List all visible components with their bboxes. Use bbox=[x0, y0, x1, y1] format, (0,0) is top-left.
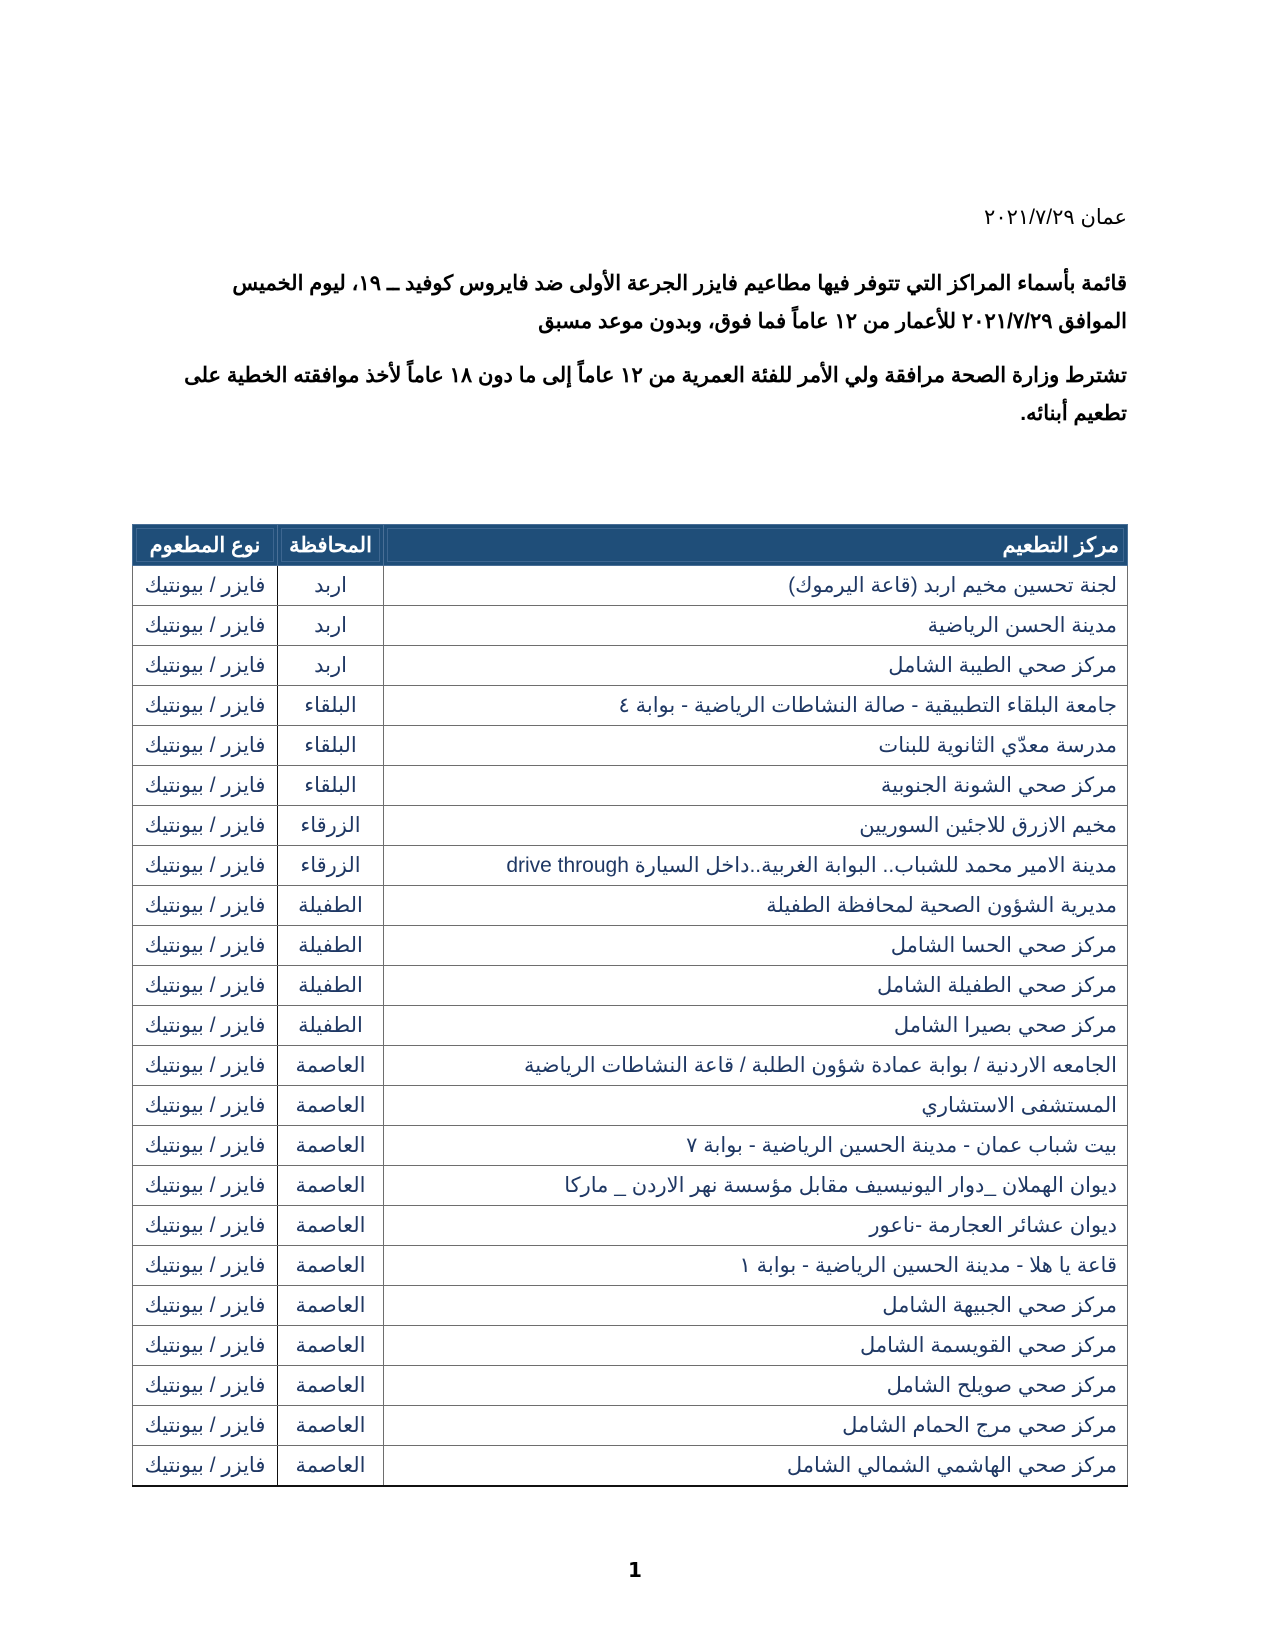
table-row bbox=[133, 1286, 1128, 1326]
cell-governorate: الطفيلة bbox=[278, 966, 384, 1006]
table-row bbox=[133, 1246, 1128, 1286]
vaccination-centers-table bbox=[132, 524, 1128, 1487]
cell-vaccine-type: فايزر / بيونتيك bbox=[133, 806, 278, 846]
cell-governorate: العاصمة bbox=[278, 1326, 384, 1366]
table-row bbox=[133, 966, 1128, 1006]
cell-governorate: العاصمة bbox=[278, 1406, 384, 1446]
cell-center-name: بيت شباب عمان - مدينة الحسين الرياضية - بوابة ٧ bbox=[384, 1126, 1128, 1166]
table-row bbox=[133, 566, 1128, 606]
cell-center-name: مدينة الامير محمد للشباب.. البوابة الغربية..داخل السيارة drive through bbox=[384, 846, 1128, 886]
table-row bbox=[133, 886, 1128, 926]
cell-governorate: البلقاء bbox=[278, 726, 384, 766]
table-row bbox=[133, 606, 1128, 646]
table-row bbox=[133, 1166, 1128, 1206]
cell-governorate: العاصمة bbox=[278, 1166, 384, 1206]
cell-vaccine-type: فايزر / بيونتيك bbox=[133, 966, 278, 1006]
table-row bbox=[133, 1006, 1128, 1046]
header-vaccine: نوع المطعوم bbox=[133, 525, 278, 566]
cell-vaccine-type: فايزر / بيونتيك bbox=[133, 1086, 278, 1126]
guardian-requirement-paragraph: تشترط وزارة الصحة مرافقة ولي الأمر للفئة العمرية من ١٢ عاماً إلى ما دون ١٨ عاماً لأخذ موافقته الخطية على تطعيم أبنائه. bbox=[184, 364, 1127, 425]
cell-governorate: الطفيلة bbox=[278, 926, 384, 966]
cell-vaccine-type: فايزر / بيونتيك bbox=[133, 1126, 278, 1166]
table-row bbox=[133, 646, 1128, 686]
cell-center-name: جامعة البلقاء التطبيقية - صالة النشاطات الرياضية - بوابة ٤ bbox=[384, 686, 1128, 726]
cell-vaccine-type: فايزر / بيونتيك bbox=[133, 566, 278, 606]
cell-governorate: اربد bbox=[278, 566, 384, 606]
cell-center-name: مركز صحي الجبيهة الشامل bbox=[384, 1286, 1128, 1326]
table-row bbox=[133, 1046, 1128, 1086]
cell-vaccine-type: فايزر / بيونتيك bbox=[133, 926, 278, 966]
cell-center-name: ديوان الهملان _دوار اليونيسيف مقابل مؤسسة نهر الاردن _ ماركا bbox=[384, 1166, 1128, 1206]
header-governorate: المحافظة bbox=[278, 525, 384, 566]
cell-center-name: مديرية الشؤون الصحية لمحافظة الطفيلة bbox=[384, 886, 1128, 926]
cell-governorate: اربد bbox=[278, 646, 384, 686]
table-row bbox=[133, 1086, 1128, 1126]
cell-center-name: مركز صحي الطيبة الشامل bbox=[384, 646, 1128, 686]
table-row bbox=[133, 686, 1128, 726]
cell-vaccine-type: فايزر / بيونتيك bbox=[133, 1246, 278, 1286]
cell-center-name: قاعة يا هلا - مدينة الحسين الرياضية - بوابة ١ bbox=[384, 1246, 1128, 1286]
cell-governorate: العاصمة bbox=[278, 1366, 384, 1406]
cell-center-name: مدينة الحسن الرياضية bbox=[384, 606, 1128, 646]
cell-governorate: الزرقاء bbox=[278, 846, 384, 886]
cell-vaccine-type: فايزر / بيونتيك bbox=[133, 1366, 278, 1406]
cell-center-name: مركز صحي بصيرا الشامل bbox=[384, 1006, 1128, 1046]
cell-center-name: مركز صحي الطفيلة الشامل bbox=[384, 966, 1128, 1006]
table-row bbox=[133, 926, 1128, 966]
cell-vaccine-type: فايزر / بيونتيك bbox=[133, 1046, 278, 1086]
cell-governorate: البلقاء bbox=[278, 686, 384, 726]
cell-vaccine-type: فايزر / بيونتيك bbox=[133, 1206, 278, 1246]
cell-center-name: مركز صحي صويلح الشامل bbox=[384, 1366, 1128, 1406]
table-row bbox=[133, 1126, 1128, 1166]
cell-center-name: ديوان عشائر العجارمة -ناعور bbox=[384, 1206, 1128, 1246]
cell-vaccine-type: فايزر / بيونتيك bbox=[133, 606, 278, 646]
cell-center-name: مركز صحي مرج الحمام الشامل bbox=[384, 1406, 1128, 1446]
table-row bbox=[133, 1406, 1128, 1446]
cell-center-name: مركز صحي الهاشمي الشمالي الشامل bbox=[384, 1446, 1128, 1487]
cell-governorate: الزرقاء bbox=[278, 806, 384, 846]
cell-vaccine-type: فايزر / بيونتيك bbox=[133, 646, 278, 686]
date-line: عمان ٢٠٢١/٧/٢٩ bbox=[984, 206, 1127, 229]
table-row bbox=[133, 1326, 1128, 1366]
cell-center-name: مركز صحي الشونة الجنوبية bbox=[384, 766, 1128, 806]
cell-center-name: مخيم الازرق للاجئين السوريين bbox=[384, 806, 1128, 846]
cell-governorate: الطفيلة bbox=[278, 1006, 384, 1046]
table-row bbox=[133, 1446, 1128, 1487]
cell-vaccine-type: فايزر / بيونتيك bbox=[133, 1326, 278, 1366]
table-row bbox=[133, 806, 1128, 846]
cell-vaccine-type: فايزر / بيونتيك bbox=[133, 1406, 278, 1446]
cell-vaccine-type: فايزر / بيونتيك bbox=[133, 1166, 278, 1206]
table-header-row bbox=[133, 525, 1128, 566]
list-title-paragraph: قائمة بأسماء المراكز التي تتوفر فيها مطاعيم فايزر الجرعة الأولى ضد فايروس كوفيد ــ ١٩، ليوم الخميس الموافق ٢٠٢١/٧/٢٩ للأعمار من ١٢ عاماً فما فوق، وبدون موعد مسبق bbox=[232, 272, 1127, 333]
cell-center-name: المستشفى الاستشاري bbox=[384, 1086, 1128, 1126]
cell-governorate: العاصمة bbox=[278, 1126, 384, 1166]
table-row bbox=[133, 726, 1128, 766]
cell-vaccine-type: فايزر / بيونتيك bbox=[133, 1006, 278, 1046]
cell-vaccine-type: فايزر / بيونتيك bbox=[133, 1446, 278, 1487]
cell-vaccine-type: فايزر / بيونتيك bbox=[133, 886, 278, 926]
table-row bbox=[133, 766, 1128, 806]
cell-governorate: العاصمة bbox=[278, 1286, 384, 1326]
header-center: مركز التطعيم bbox=[384, 525, 1128, 566]
cell-center-name: مركز صحي القويسمة الشامل bbox=[384, 1326, 1128, 1366]
cell-governorate: اربد bbox=[278, 606, 384, 646]
cell-center-name: مدرسة معدّي الثانوية للبنات bbox=[384, 726, 1128, 766]
cell-center-name: لجنة تحسين مخيم اربد (قاعة اليرموك) bbox=[384, 566, 1128, 606]
cell-vaccine-type: فايزر / بيونتيك bbox=[133, 726, 278, 766]
cell-governorate: البلقاء bbox=[278, 766, 384, 806]
cell-vaccine-type: فايزر / بيونتيك bbox=[133, 846, 278, 886]
table-row bbox=[133, 846, 1128, 886]
cell-vaccine-type: فايزر / بيونتيك bbox=[133, 766, 278, 806]
cell-governorate: العاصمة bbox=[278, 1446, 384, 1487]
cell-governorate: العاصمة bbox=[278, 1246, 384, 1286]
cell-center-name: الجامعه الاردنية / بوابة عمادة شؤون الطلبة / قاعة النشاطات الرياضية bbox=[384, 1046, 1128, 1086]
page-number: 1 bbox=[628, 1558, 642, 1582]
table-row bbox=[133, 1366, 1128, 1406]
cell-governorate: العاصمة bbox=[278, 1086, 384, 1126]
table-row bbox=[133, 1206, 1128, 1246]
cell-vaccine-type: فايزر / بيونتيك bbox=[133, 686, 278, 726]
cell-vaccine-type: فايزر / بيونتيك bbox=[133, 1286, 278, 1326]
cell-governorate: العاصمة bbox=[278, 1046, 384, 1086]
cell-center-name: مركز صحي الحسا الشامل bbox=[384, 926, 1128, 966]
cell-governorate: الطفيلة bbox=[278, 886, 384, 926]
cell-governorate: العاصمة bbox=[278, 1206, 384, 1246]
